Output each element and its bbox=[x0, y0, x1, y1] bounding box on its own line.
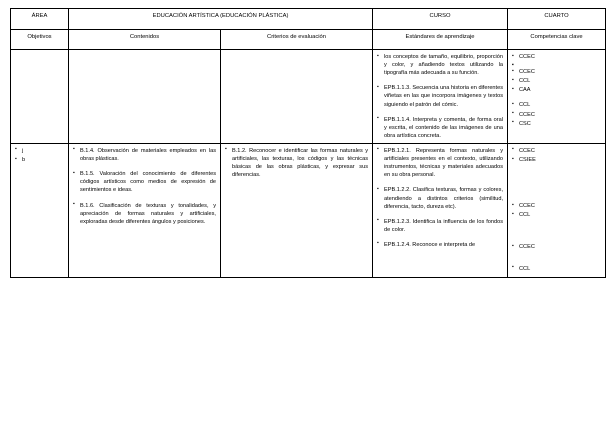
competencia-item: ▪ CCEC bbox=[512, 243, 601, 251]
header-competencias: Competencias clave bbox=[508, 30, 606, 50]
competencia-group bbox=[512, 265, 601, 273]
cell-estandares bbox=[373, 50, 508, 144]
contenido-item: ▪ B.1.5. Valoración del conocimiento de diferentes códigos artísticos como medios de expresión de sentimientos e ideas. bbox=[73, 170, 216, 194]
cell-contenidos bbox=[69, 143, 221, 277]
estandar-item: ▪ EPB.1.2.4. Reconoce e interpreta de bbox=[377, 241, 503, 249]
competencia-item: ▪ CCEC bbox=[512, 53, 601, 61]
cell-objetivos bbox=[11, 50, 69, 144]
competencia-list bbox=[512, 101, 601, 127]
estandar-item: ▪ EPB.1.1.3. Secuencia una historia en diferentes viñetas en las que incorpora imágenes y textos siguiendo el patrón del cómic. bbox=[377, 84, 503, 108]
cell-competencias bbox=[508, 143, 606, 277]
competencia-item: ▪ CSC bbox=[512, 120, 601, 128]
estandar-item: ▪ los conceptos de tamaño, equilibrio, proporción y color, y añadiendo textos utilizando la tipografía más adecuada a su función. bbox=[377, 53, 503, 77]
competencia-list bbox=[512, 202, 601, 219]
criterio-item: ▪ B.1.2. Reconocer e identificar las formas naturales y artificiales, las texturas, los códigos y las técnicas básicas de las obras plásticas, y expresar sus diferencias. bbox=[225, 147, 368, 179]
contenido-item: ▪ B.1.6. Clasificación de texturas y tonalidades, y apreciación de formas naturales y artificiales, exploradas desde diferentes ángulos y posiciones. bbox=[73, 202, 216, 226]
cell-contenidos bbox=[69, 50, 221, 144]
table-row bbox=[11, 50, 606, 144]
competencia-item: ▪ CCEC bbox=[512, 147, 601, 155]
competencia-item: ▪ CCL bbox=[512, 101, 601, 109]
table-header-subrow bbox=[11, 30, 606, 50]
cell-estandares bbox=[373, 143, 508, 277]
header-area-value: EDUCACIÓN ARTÍSTICA (EDUCACIÓN PLÁSTICA) bbox=[69, 9, 373, 30]
cell-criterios bbox=[221, 143, 373, 277]
curriculum-table bbox=[10, 8, 606, 278]
competencia-list bbox=[512, 53, 601, 61]
competencia-item: ▪ CCEC bbox=[512, 202, 601, 210]
competencia-item: ▪ CCL bbox=[512, 265, 601, 273]
competencia-group bbox=[512, 53, 601, 61]
competencia-group bbox=[512, 243, 601, 251]
contenidos-list bbox=[73, 147, 216, 226]
header-curso-value: CUARTO bbox=[508, 9, 606, 30]
competencia-list bbox=[512, 265, 601, 273]
competencia-group bbox=[512, 202, 601, 219]
header-criterios: Criterios de evaluación bbox=[221, 30, 373, 50]
competencia-group bbox=[512, 68, 601, 94]
competencia-list bbox=[512, 147, 601, 164]
competencia-list bbox=[512, 68, 601, 94]
header-curso-label: CURSO bbox=[373, 9, 508, 30]
competencia-item: ▪ CCL bbox=[512, 211, 601, 219]
objetivo-item: ▪ j bbox=[15, 147, 64, 155]
competencia-item: ▪ CSIEE bbox=[512, 156, 601, 164]
estandar-item: ▪ EPB.1.1.4. Interpreta y comenta, de forma oral y escrita, el contenido de las imágenes de una obra artística concreta. bbox=[377, 116, 503, 140]
estandar-item: ▪ EPB.1.2.2. Clasifica texturas, formas y colores, atendiendo a distintos criterios (similitud, diferencia, tacto, dureza etc). bbox=[377, 186, 503, 210]
objetivo-item: ▪ b bbox=[15, 156, 64, 164]
competencia-item: ▪ CCL bbox=[512, 77, 601, 85]
competencia-group bbox=[512, 101, 601, 127]
header-area-label: ÁREA bbox=[11, 9, 69, 30]
header-estandares: Estándares de aprendizaje bbox=[373, 30, 508, 50]
table-row bbox=[11, 143, 606, 277]
competencia-group bbox=[512, 147, 601, 164]
cell-criterios bbox=[221, 50, 373, 144]
competencia-list bbox=[512, 243, 601, 251]
estandares-list bbox=[377, 147, 503, 249]
objetivos-list bbox=[15, 147, 64, 164]
estandar-item: ▪ EPB.1.2.1. Representa formas naturales y artificiales presentes en el contexto, utilizando instrumentos, técnicas y materiales adecuados en su obra personal. bbox=[377, 147, 503, 179]
criterios-list bbox=[225, 147, 368, 179]
table-header-area-row bbox=[11, 9, 606, 30]
competencia-item: ▪ CAA bbox=[512, 86, 601, 94]
competencia-item: ▪ CCEC bbox=[512, 111, 601, 119]
header-objetivos: Objetivos bbox=[11, 30, 69, 50]
cell-objetivos bbox=[11, 143, 69, 277]
header-contenidos: Contenidos bbox=[69, 30, 221, 50]
cell-competencias bbox=[508, 50, 606, 144]
contenido-item: ▪ B.1.4. Observación de materiales empleados en las obras plásticas. bbox=[73, 147, 216, 163]
estandar-item: ▪ EPB.1.2.3. Identifica la influencia de los fondos de color. bbox=[377, 218, 503, 234]
competencia-item: ▪ CCEC bbox=[512, 68, 601, 76]
estandares-list bbox=[377, 53, 503, 140]
